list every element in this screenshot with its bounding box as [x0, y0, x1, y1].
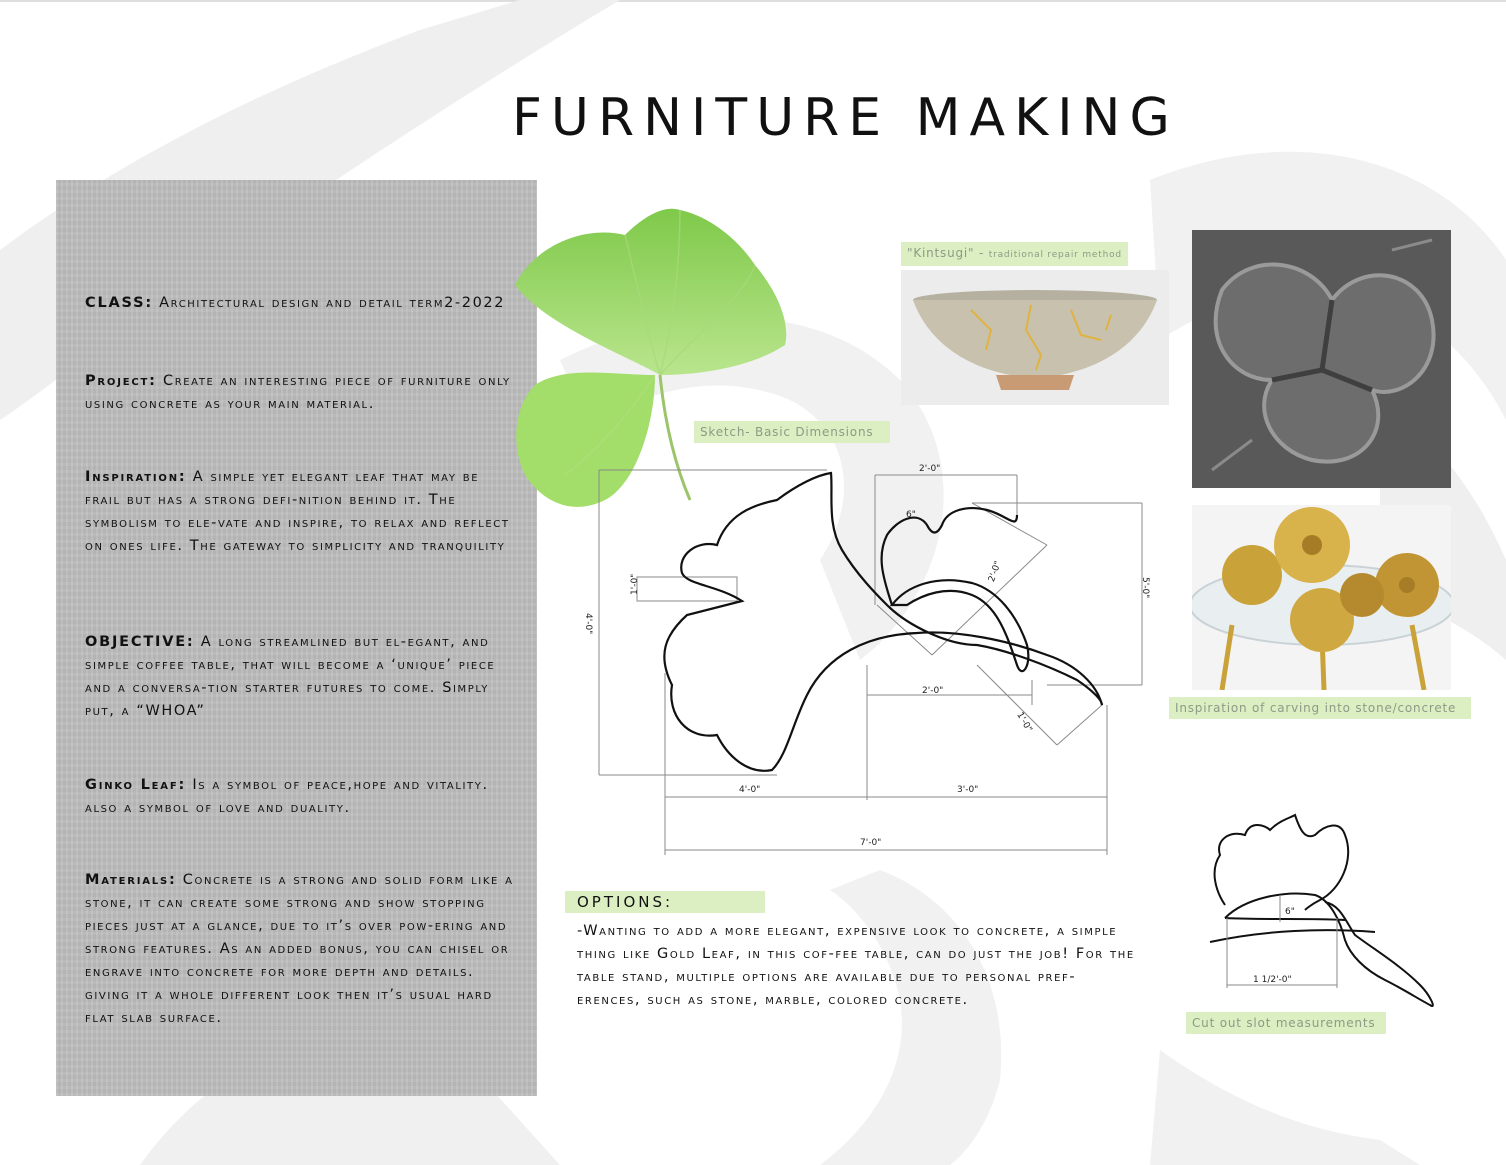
carving-caption: Inspiration of carving into stone/concrete	[1169, 697, 1471, 719]
dimension-sketch	[577, 455, 1157, 870]
cutout-width-label: 1 1/2'-0"	[1253, 975, 1292, 985]
ginko-paragraph	[85, 774, 517, 820]
ginko-label: Ginko Leaf:	[85, 777, 187, 793]
dim-left-height: 4'-0"	[583, 613, 593, 635]
dim-diag-upper: 2'-0"	[987, 559, 1004, 584]
cutout-slot-sketch	[1205, 810, 1440, 1015]
dim-right-height: 5'-0"	[1140, 577, 1150, 599]
class-label: CLASS:	[85, 295, 153, 311]
materials-paragraph	[85, 869, 517, 1030]
project-label: Project:	[85, 373, 157, 389]
objective-label: OBJECTIVE:	[85, 634, 195, 650]
class-text: Architectural design and detail term2-2022	[159, 295, 506, 311]
carved-stone-image	[1192, 230, 1451, 488]
project-paragraph	[85, 370, 517, 416]
ginko-text: Is a symbol of peace,hope and vitality. also a symbol of love and duality.	[85, 777, 489, 816]
inspiration-text: A simple yet elegant leaf that may be frail but has a strong defi-nition behind it. The symbolism to ele-vate and inspire, to relax and reflect on ones life. The gateway to simplicity and tranquility	[85, 469, 510, 554]
dim-left-small: 1'-0"	[630, 573, 640, 595]
options-text: -Wanting to add a more elegant, expensive look to concrete, a simple thing like Gold Leaf, in this cof-fee table, can do just the job! For the table stand, multiple options are available due to personal pref-erences, such as stone, marble, colored concrete.	[577, 923, 1135, 1008]
gold-leaf-table-image	[1192, 505, 1451, 690]
kintsugi-caption-sub: traditional repair method	[988, 250, 1122, 260]
dim-bottom-left: 4'-0"	[739, 785, 761, 795]
sketch-caption: Sketch- Basic Dimensions	[694, 421, 890, 443]
dim-mid-width: 2'-0"	[922, 686, 944, 696]
page-title: FURNITURE MAKING	[512, 88, 1179, 148]
materials-text: Concrete is a strong and solid form like a stone, it can create some strong and show stopping pieces just at a glance, due to it’s over pow-ering and strong features. As an added bonus, you can chisel or engrave into concrete for more depth and details. giving it a whole different look then it’s usual hard flat slab surface.	[85, 872, 514, 1026]
project-text: Create an interesting piece of furniture only using concrete as your main material.	[85, 373, 511, 412]
dim-diag-lower: 1'-0"	[1014, 710, 1034, 735]
dim-top-width: 2'-0"	[919, 464, 941, 474]
objective-text: A long streamlined but el-egant, and simple coffee table, that will become a ‘unique’ piece and a conversa-tion starter futures to come. Simply put, a “WHOA”	[85, 634, 496, 719]
materials-label: Materials:	[85, 872, 177, 888]
class-paragraph	[85, 292, 517, 315]
dim-overall: 7'-0"	[860, 838, 882, 848]
inspiration-paragraph	[85, 466, 517, 558]
objective-paragraph	[85, 631, 517, 723]
options-heading: OPTIONS:	[565, 891, 765, 913]
dim-bottom-right: 3'-0"	[957, 785, 979, 795]
kintsugi-caption	[901, 242, 1128, 266]
cutout-depth-label: 6"	[1285, 907, 1295, 917]
dim-notch: 6"	[906, 510, 916, 520]
cutout-caption: Cut out slot measurements	[1186, 1012, 1386, 1034]
kintsugi-bowl-image	[901, 270, 1169, 405]
kintsugi-caption-main: "Kintsugi" -	[907, 246, 985, 260]
inspiration-label: Inspiration:	[85, 469, 187, 485]
